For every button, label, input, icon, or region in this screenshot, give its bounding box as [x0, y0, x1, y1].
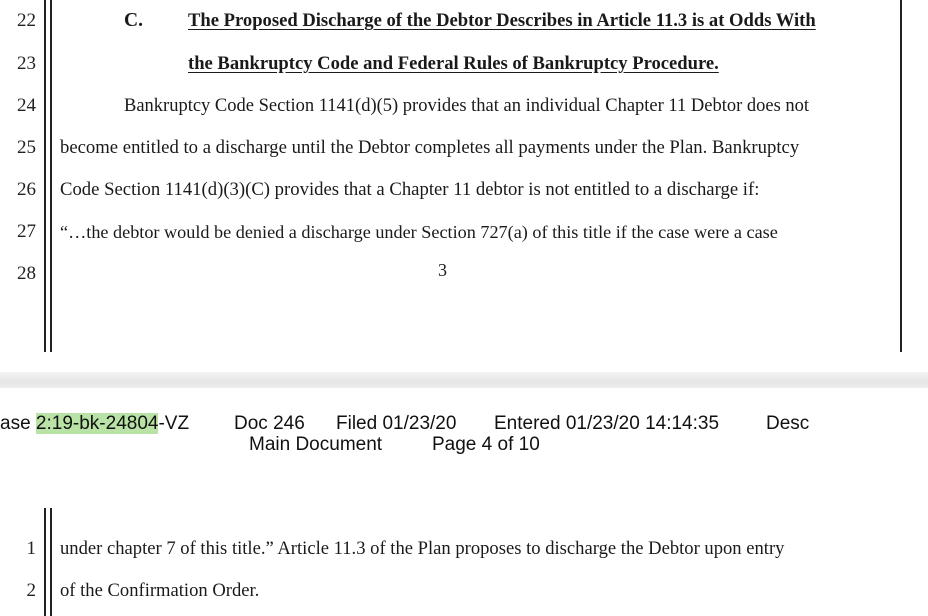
line-number: 28 [17, 263, 36, 284]
body-line: Code Section 1141(d)(3)(C) provides that a Chapter 11 debtor is not entitled to a discharge if: [60, 179, 760, 200]
doc-number: Doc 246 [234, 413, 305, 434]
line-number: 1 [26, 538, 36, 559]
line-number: 27 [17, 221, 36, 242]
case-header-stamp [0, 413, 189, 435]
page-break [0, 372, 928, 388]
body-line: Bankruptcy Code Section 1141(d)(5) provides that an individual Chapter 11 Debtor does not [124, 96, 810, 116]
case-number-highlight: 2:19-bk-24804 [35, 413, 159, 434]
section-letter: C. [124, 10, 143, 31]
filed-date: Filed 01/23/20 [336, 413, 457, 434]
desc-label: Desc [766, 413, 810, 434]
line-number: 23 [17, 53, 36, 74]
section-heading-line-1: The Proposed Discharge of the Debtor Describes in Article 11.3 is at Odds With [188, 10, 816, 31]
margin-rule-right [50, 508, 52, 616]
body-line: “…the debtor would be denied a discharge under Section 727(a) of this title if the case were a case [60, 222, 778, 242]
case-suffix: -VZ [158, 413, 190, 434]
section-heading-line-2: the Bankruptcy Code and Federal Rules of Bankruptcy Procedure. [188, 53, 719, 74]
line-number: 2 [26, 580, 36, 601]
margin-rule-right [50, 0, 52, 352]
line-number: 24 [17, 95, 36, 116]
line-number: 25 [17, 137, 36, 158]
margin-rule-left [44, 508, 46, 616]
main-document-label: Main Document [249, 434, 383, 455]
right-margin-rule [900, 0, 902, 352]
page-number: 3 [438, 260, 447, 280]
page-of-label: Page 4 of 10 [432, 434, 540, 455]
body-line: under chapter 7 of this title.” Article 11.3 of the Plan proposes to discharge the Debtor upon entry [60, 538, 785, 559]
page-4 [0, 388, 928, 616]
case-prefix: ase [0, 413, 36, 434]
margin-rule-left [44, 0, 46, 352]
body-line: become entitled to a discharge until the Debtor completes all payments under the Plan. Bankruptcy [60, 137, 800, 158]
line-number: 22 [17, 10, 36, 31]
entered-date: Entered 01/23/20 14:14:35 [494, 413, 720, 434]
body-line: of the Confirmation Order. [60, 580, 260, 601]
line-number: 26 [17, 179, 36, 200]
